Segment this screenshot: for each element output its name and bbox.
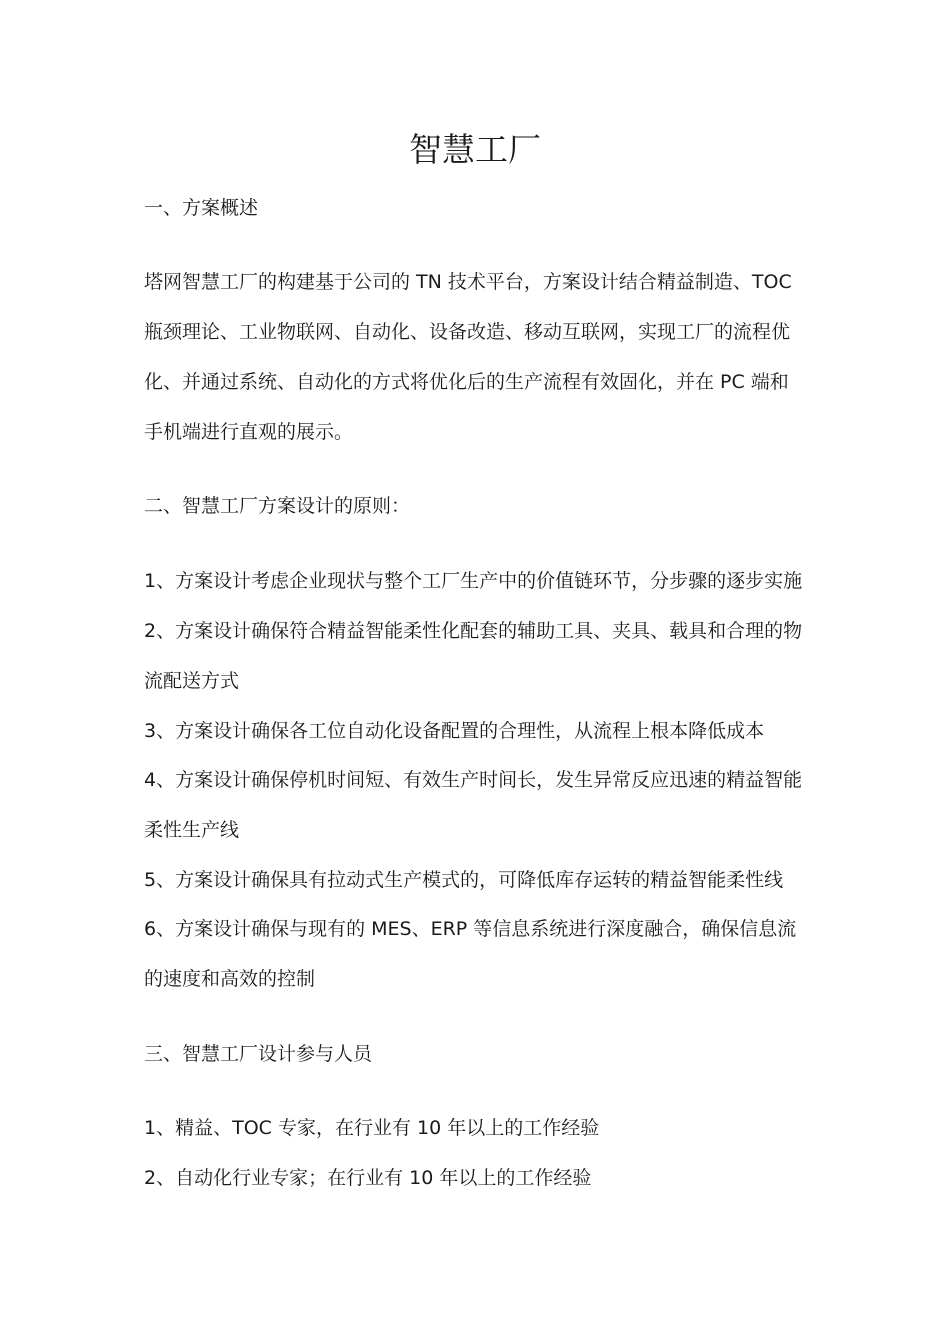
principle-line: 6、方案设计确保与现有的 MES、ERP 等信息系统进行深度融合，确保信息流 <box>144 918 797 940</box>
principle-line: 1、方案设计考虑企业现状与整个工厂生产中的价值链环节，分步骤的逐步实施 <box>144 570 803 592</box>
participant-line: 2、自动化行业专家；在行业有 10 年以上的工作经验 <box>144 1167 592 1189</box>
overview-paragraph-line: 化、并通过系统、自动化的方式将优化后的生产流程有效固化，并在 PC 端和 <box>144 371 789 393</box>
principle-line: 3、方案设计确保各工位自动化设备配置的合理性，从流程上根本降低成本 <box>144 720 765 742</box>
principle-line: 5、方案设计确保具有拉动式生产模式的，可降低库存运转的精益智能柔性线 <box>144 869 784 891</box>
participant-line: 1、精益、TOC 专家，在行业有 10 年以上的工作经验 <box>144 1117 600 1139</box>
overview-paragraph-line: 瓶颈理论、工业物联网、自动化、设备改造、移动互联网，实现工厂的流程优 <box>144 321 791 343</box>
principle-line: 2、方案设计确保符合精益智能柔性化配套的辅助工具、夹具、载具和合理的物 <box>144 620 803 642</box>
overview-paragraph-line: 手机端进行直观的展示。 <box>144 421 354 443</box>
section-heading-participants: 三、智慧工厂设计参与人员 <box>144 1043 373 1065</box>
principle-line: 流配送方式 <box>144 670 240 692</box>
principle-line: 柔性生产线 <box>144 819 240 841</box>
principle-line: 的速度和高效的控制 <box>144 968 316 990</box>
page-title: 智慧工厂 <box>409 130 541 169</box>
overview-paragraph-line: 塔网智慧工厂的构建基于公司的 TN 技术平台，方案设计结合精益制造、TOC <box>144 271 792 293</box>
section-heading-overview: 一、方案概述 <box>144 197 259 219</box>
principle-line: 4、方案设计确保停机时间短、有效生产时间长，发生异常反应迅速的精益智能 <box>144 769 803 791</box>
section-heading-principles: 二、智慧工厂方案设计的原则： <box>144 495 411 517</box>
